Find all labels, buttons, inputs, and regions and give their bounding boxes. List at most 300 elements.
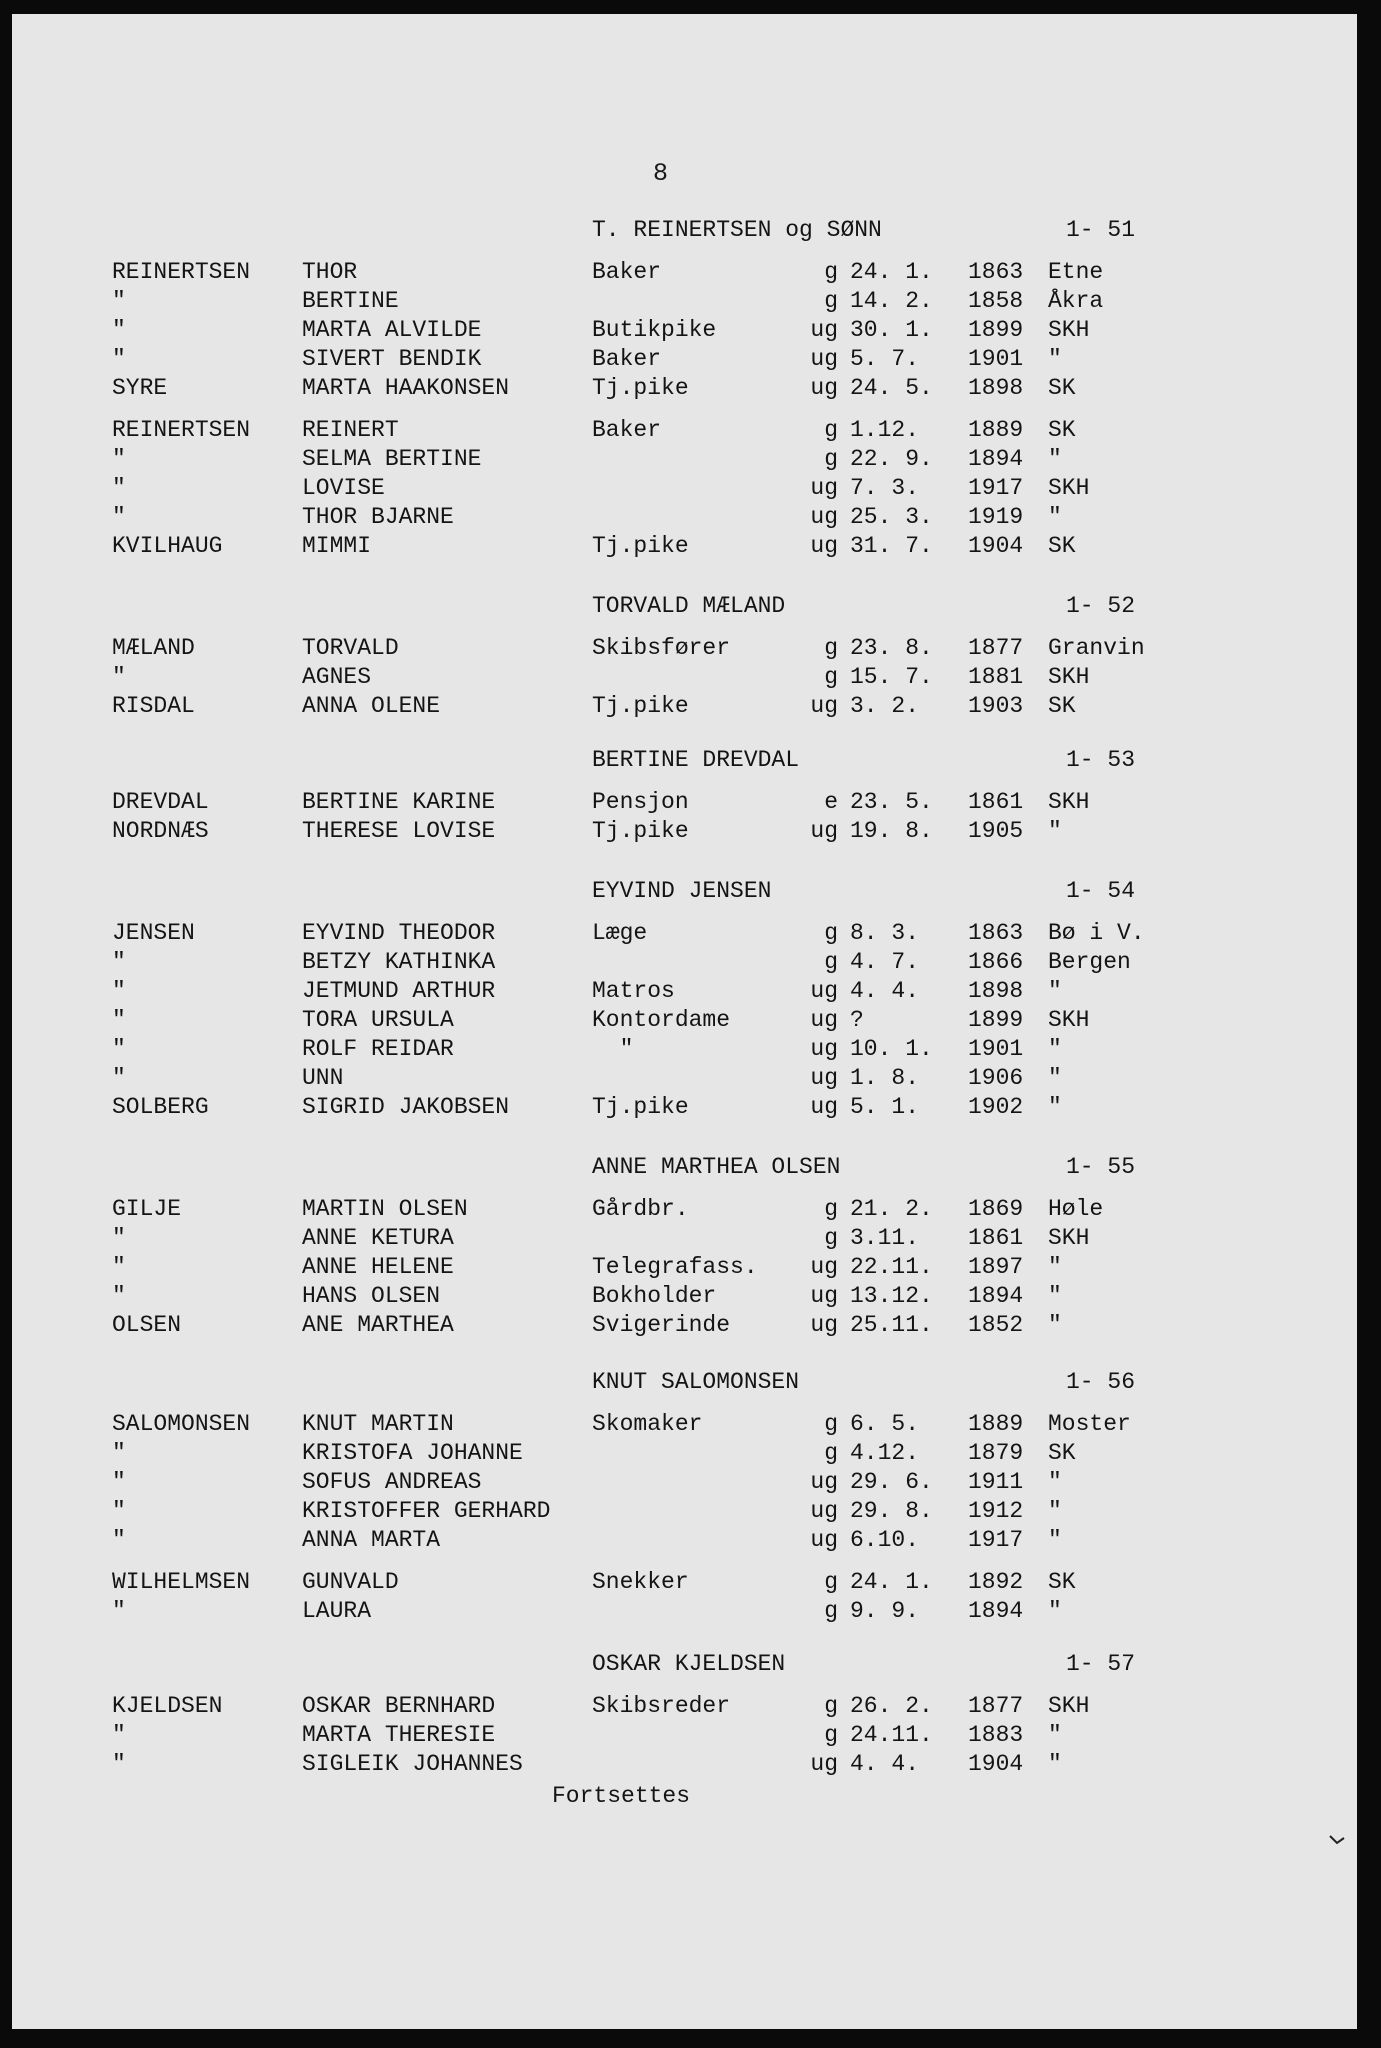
birth-year: 1877 xyxy=(968,1693,1024,1719)
occupation: Pensjon xyxy=(592,789,689,815)
household-header xyxy=(0,746,1381,774)
surname: " xyxy=(112,1498,126,1524)
birth-place: SKH xyxy=(1048,317,1090,343)
birth-year: 1899 xyxy=(968,1007,1024,1033)
given-name: OSKAR BERNHARD xyxy=(302,1693,496,1719)
marital-status: g xyxy=(824,949,838,975)
person-row xyxy=(0,1439,1381,1467)
surname: MÆLAND xyxy=(112,635,195,661)
birth-year: 1897 xyxy=(968,1254,1024,1280)
person-row xyxy=(0,503,1381,531)
marital-status: g xyxy=(824,259,838,285)
birth-date: 1.12. xyxy=(850,417,920,443)
surname: " xyxy=(112,1722,126,1748)
occupation: Tj.pike xyxy=(592,375,689,401)
person-row xyxy=(0,1410,1381,1438)
birth-year: 1906 xyxy=(968,1065,1024,1091)
given-name: MARTIN OLSEN xyxy=(302,1196,468,1222)
birth-date: 6.10. xyxy=(850,1527,920,1553)
birth-place: Høle xyxy=(1048,1196,1104,1222)
surname: OLSEN xyxy=(112,1312,182,1338)
person-row xyxy=(0,345,1381,373)
birth-place: " xyxy=(1048,346,1062,372)
birth-place: SK xyxy=(1048,1440,1076,1466)
birth-date: 23. 5. xyxy=(850,789,933,815)
marital-status: ug xyxy=(810,504,838,530)
marital-status: ug xyxy=(810,1751,838,1777)
surname: KJELDSEN xyxy=(112,1693,223,1719)
birth-year: 1898 xyxy=(968,978,1024,1004)
surname: WILHELMSEN xyxy=(112,1569,251,1595)
birth-date: 4. 4. xyxy=(850,978,920,1004)
household-title: TORVALD MÆLAND xyxy=(592,593,786,619)
birth-place: SKH xyxy=(1048,789,1090,815)
person-row xyxy=(0,1093,1381,1121)
marital-status: ug xyxy=(810,1469,838,1495)
birth-year: 1919 xyxy=(968,504,1024,530)
birth-date: 24.11. xyxy=(850,1722,933,1748)
birth-place: Moster xyxy=(1048,1411,1131,1437)
occupation: Bokholder xyxy=(592,1283,717,1309)
given-name: MIMMI xyxy=(302,533,372,559)
birth-date: 23. 8. xyxy=(850,635,933,661)
birth-place: " xyxy=(1048,1527,1062,1553)
birth-date: 8. 3. xyxy=(850,920,920,946)
marital-status: ug xyxy=(810,475,838,501)
marital-status: ug xyxy=(810,317,838,343)
person-row xyxy=(0,1006,1381,1034)
given-name: ANNA MARTA xyxy=(302,1527,441,1553)
birth-date: 5. 7. xyxy=(850,346,920,372)
surname: SYRE xyxy=(112,375,168,401)
surname: " xyxy=(112,475,126,501)
given-name: EYVIND THEODOR xyxy=(302,920,496,946)
marital-status: g xyxy=(824,920,838,946)
given-name: BERTINE xyxy=(302,288,399,314)
birth-date: 19. 8. xyxy=(850,818,933,844)
birth-place: " xyxy=(1048,1254,1062,1280)
birth-date: 3.11. xyxy=(850,1225,920,1251)
birth-year: 1861 xyxy=(968,1225,1024,1251)
occupation: Baker xyxy=(592,417,662,443)
household-code: 1- 55 xyxy=(1066,1154,1136,1180)
continued-label: Fortsettes xyxy=(552,1783,691,1809)
marital-status: ug xyxy=(810,978,838,1004)
birth-year: 1898 xyxy=(968,375,1024,401)
occupation: Matros xyxy=(592,978,675,1004)
birth-date: 4. 7. xyxy=(850,949,920,975)
birth-year: 1863 xyxy=(968,920,1024,946)
birth-place: " xyxy=(1048,504,1062,530)
birth-place: SKH xyxy=(1048,664,1090,690)
household-code: 1- 51 xyxy=(1066,217,1136,243)
given-name: REINERT xyxy=(302,417,399,443)
birth-year: 1901 xyxy=(968,1036,1024,1062)
occupation: Telegrafass. xyxy=(592,1254,758,1280)
occupation: " xyxy=(592,1036,634,1062)
given-name: ROLF REIDAR xyxy=(302,1036,454,1062)
person-row xyxy=(0,692,1381,720)
surname: KVILHAUG xyxy=(112,533,223,559)
occupation: Snekker xyxy=(592,1569,689,1595)
occupation: Tj.pike xyxy=(592,693,689,719)
birth-date: 26. 2. xyxy=(850,1693,933,1719)
person-row xyxy=(0,1311,1381,1339)
birth-place: SK xyxy=(1048,417,1076,443)
marital-status: g xyxy=(824,1225,838,1251)
birth-year: 1858 xyxy=(968,288,1024,314)
surname: " xyxy=(112,1440,126,1466)
marital-status: ug xyxy=(810,1498,838,1524)
birth-place: SK xyxy=(1048,693,1076,719)
given-name: SOFUS ANDREAS xyxy=(302,1469,482,1495)
person-row xyxy=(0,788,1381,816)
marital-status: ug xyxy=(810,346,838,372)
surname: " xyxy=(112,664,126,690)
given-name: THERESE LOVISE xyxy=(302,818,496,844)
birth-date: 6. 5. xyxy=(850,1411,920,1437)
surname: " xyxy=(112,1036,126,1062)
birth-place: " xyxy=(1048,446,1062,472)
birth-date: 31. 7. xyxy=(850,533,933,559)
birth-date: 10. 1. xyxy=(850,1036,933,1062)
surname: " xyxy=(112,1007,126,1033)
marital-status: ug xyxy=(810,1254,838,1280)
marital-status: g xyxy=(824,1196,838,1222)
given-name: ANNE HELENE xyxy=(302,1254,454,1280)
birth-date: 24. 1. xyxy=(850,1569,933,1595)
birth-year: 1901 xyxy=(968,346,1024,372)
given-name: TORA URSULA xyxy=(302,1007,454,1033)
birth-date: 5. 1. xyxy=(850,1094,920,1120)
person-row xyxy=(0,817,1381,845)
birth-place: SK xyxy=(1048,1569,1076,1595)
household-code: 1- 52 xyxy=(1066,593,1136,619)
surname: " xyxy=(112,949,126,975)
surname: SALOMONSEN xyxy=(112,1411,251,1437)
birth-year: 1904 xyxy=(968,1751,1024,1777)
household-code: 1- 54 xyxy=(1066,878,1136,904)
birth-place: SKH xyxy=(1048,1693,1090,1719)
household-header xyxy=(0,1368,1381,1396)
birth-place: Granvin xyxy=(1048,635,1145,661)
birth-date: 30. 1. xyxy=(850,317,933,343)
household-header xyxy=(0,1650,1381,1678)
birth-place: SK xyxy=(1048,375,1076,401)
birth-place: SK xyxy=(1048,533,1076,559)
person-row xyxy=(0,287,1381,315)
surname: " xyxy=(112,1065,126,1091)
occupation: Butikpike xyxy=(592,317,717,343)
surname: " xyxy=(112,1598,126,1624)
birth-year: 1881 xyxy=(968,664,1024,690)
pen-mark-icon xyxy=(1328,1834,1346,1846)
birth-year: 1892 xyxy=(968,1569,1024,1595)
marital-status: ug xyxy=(810,1065,838,1091)
surname: GILJE xyxy=(112,1196,182,1222)
birth-date: 4. 4. xyxy=(850,1751,920,1777)
birth-year: 1917 xyxy=(968,475,1024,501)
person-row xyxy=(0,445,1381,473)
birth-date: 7. 3. xyxy=(850,475,920,501)
birth-year: 1902 xyxy=(968,1094,1024,1120)
occupation: Skomaker xyxy=(592,1411,703,1437)
person-row xyxy=(0,1497,1381,1525)
birth-place: " xyxy=(1048,1036,1062,1062)
surname: " xyxy=(112,978,126,1004)
person-row xyxy=(0,1568,1381,1596)
household-title: EYVIND JENSEN xyxy=(592,878,772,904)
marital-status: ug xyxy=(810,1007,838,1033)
person-row xyxy=(0,977,1381,1005)
birth-year: 1883 xyxy=(968,1722,1024,1748)
given-name: AGNES xyxy=(302,664,372,690)
surname: RISDAL xyxy=(112,693,195,719)
given-name: MARTA HAAKONSEN xyxy=(302,375,510,401)
birth-year: 1899 xyxy=(968,317,1024,343)
birth-year: 1863 xyxy=(968,259,1024,285)
surname: REINERTSEN xyxy=(112,417,251,443)
surname: REINERTSEN xyxy=(112,259,251,285)
birth-place: " xyxy=(1048,1469,1062,1495)
person-row xyxy=(0,948,1381,976)
household-header xyxy=(0,1153,1381,1181)
person-row xyxy=(0,532,1381,560)
birth-place: SKH xyxy=(1048,1007,1090,1033)
birth-place: SKH xyxy=(1048,1225,1090,1251)
given-name: MARTA ALVILDE xyxy=(302,317,482,343)
surname: " xyxy=(112,288,126,314)
birth-year: 1905 xyxy=(968,818,1024,844)
marital-status: ug xyxy=(810,1036,838,1062)
birth-place: SKH xyxy=(1048,475,1090,501)
given-name: BETZY KATHINKA xyxy=(302,949,496,975)
birth-date: 22.11. xyxy=(850,1254,933,1280)
marital-status: g xyxy=(824,664,838,690)
birth-place: " xyxy=(1048,1312,1062,1338)
given-name: ANNE KETURA xyxy=(302,1225,454,1251)
person-row xyxy=(0,1282,1381,1310)
occupation: Baker xyxy=(592,346,662,372)
marital-status: g xyxy=(824,417,838,443)
person-row xyxy=(0,1064,1381,1092)
birth-year: 1866 xyxy=(968,949,1024,975)
marital-status: ug xyxy=(810,693,838,719)
birth-year: 1912 xyxy=(968,1498,1024,1524)
birth-year: 1889 xyxy=(968,417,1024,443)
person-row xyxy=(0,474,1381,502)
birth-year: 1894 xyxy=(968,1283,1024,1309)
person-row xyxy=(0,919,1381,947)
person-row xyxy=(0,316,1381,344)
birth-place: Etne xyxy=(1048,259,1104,285)
occupation: Tj.pike xyxy=(592,533,689,559)
birth-place: Bø i V. xyxy=(1048,920,1145,946)
occupation: Tj.pike xyxy=(592,818,689,844)
birth-date: 14. 2. xyxy=(850,288,933,314)
given-name: ANE MARTHEA xyxy=(302,1312,454,1338)
occupation: Skibsfører xyxy=(592,635,731,661)
occupation: Svigerinde xyxy=(592,1312,731,1338)
person-row xyxy=(0,1597,1381,1625)
surname: " xyxy=(112,317,126,343)
page-number: 8 xyxy=(653,159,670,188)
person-row xyxy=(0,634,1381,662)
marital-status: g xyxy=(824,288,838,314)
birth-date: 29. 8. xyxy=(850,1498,933,1524)
given-name: KRISTOFA JOHANNE xyxy=(302,1440,523,1466)
birth-year: 1904 xyxy=(968,533,1024,559)
birth-date: 24. 1. xyxy=(850,259,933,285)
occupation: Baker xyxy=(592,259,662,285)
marital-status: g xyxy=(824,635,838,661)
given-name: GUNVALD xyxy=(302,1569,399,1595)
surname: " xyxy=(112,346,126,372)
marital-status: ug xyxy=(810,1094,838,1120)
occupation: Kontordame xyxy=(592,1007,731,1033)
given-name: KRISTOFFER GERHARD xyxy=(302,1498,551,1524)
person-row xyxy=(0,1692,1381,1720)
household-title: T. REINERTSEN og SØNN xyxy=(592,217,882,243)
occupation: Læge xyxy=(592,920,648,946)
birth-year: 1917 xyxy=(968,1527,1024,1553)
birth-date: 21. 2. xyxy=(850,1196,933,1222)
household-header xyxy=(0,592,1381,620)
birth-place: " xyxy=(1048,1283,1062,1309)
birth-date: 15. 7. xyxy=(850,664,933,690)
surname: JENSEN xyxy=(112,920,195,946)
given-name: SIGRID JAKOBSEN xyxy=(302,1094,510,1120)
given-name: THOR BJARNE xyxy=(302,504,454,530)
given-name: LAURA xyxy=(302,1598,372,1624)
person-row xyxy=(0,1253,1381,1281)
given-name: LOVISE xyxy=(302,475,385,501)
surname: NORDNÆS xyxy=(112,818,209,844)
marital-status: g xyxy=(824,1598,838,1624)
birth-place: Bergen xyxy=(1048,949,1131,975)
surname: " xyxy=(112,1225,126,1251)
surname: SOLBERG xyxy=(112,1094,209,1120)
birth-date: 13.12. xyxy=(850,1283,933,1309)
birth-place: " xyxy=(1048,1598,1062,1624)
marital-status: ug xyxy=(810,533,838,559)
person-row xyxy=(0,1035,1381,1063)
birth-date: 29. 6. xyxy=(850,1469,933,1495)
household-title: ANNE MARTHEA OLSEN xyxy=(592,1154,841,1180)
birth-place: " xyxy=(1048,1065,1062,1091)
person-row xyxy=(0,663,1381,691)
person-row xyxy=(0,1721,1381,1749)
birth-date: 22. 9. xyxy=(850,446,933,472)
household-header xyxy=(0,877,1381,905)
marital-status: g xyxy=(824,1569,838,1595)
marital-status: ug xyxy=(810,1527,838,1553)
household-code: 1- 57 xyxy=(1066,1651,1136,1677)
birth-date: 9. 9. xyxy=(850,1598,920,1624)
given-name: KNUT MARTIN xyxy=(302,1411,454,1437)
birth-year: 1903 xyxy=(968,693,1024,719)
given-name: HANS OLSEN xyxy=(302,1283,441,1309)
surname: " xyxy=(112,1283,126,1309)
given-name: SIVERT BENDIK xyxy=(302,346,482,372)
birth-year: 1894 xyxy=(968,1598,1024,1624)
occupation: Tj.pike xyxy=(592,1094,689,1120)
surname: " xyxy=(112,504,126,530)
given-name: SIGLEIK JOHANNES xyxy=(302,1751,523,1777)
given-name: ANNA OLENE xyxy=(302,693,441,719)
given-name: MARTA THERESIE xyxy=(302,1722,496,1748)
household-code: 1- 53 xyxy=(1066,747,1136,773)
birth-year: 1861 xyxy=(968,789,1024,815)
occupation: Gårdbr. xyxy=(592,1196,689,1222)
birth-date: 1. 8. xyxy=(850,1065,920,1091)
marital-status: g xyxy=(824,1722,838,1748)
person-row xyxy=(0,1224,1381,1252)
marital-status: ug xyxy=(810,1312,838,1338)
birth-place: " xyxy=(1048,1751,1062,1777)
surname: DREVDAL xyxy=(112,789,209,815)
birth-place: " xyxy=(1048,1094,1062,1120)
marital-status: ug xyxy=(810,375,838,401)
marital-status: ug xyxy=(810,1283,838,1309)
person-row xyxy=(0,374,1381,402)
birth-date: 24. 5. xyxy=(850,375,933,401)
birth-year: 1889 xyxy=(968,1411,1024,1437)
person-row xyxy=(0,1468,1381,1496)
marital-status: ug xyxy=(810,818,838,844)
household-header xyxy=(0,216,1381,244)
birth-place: " xyxy=(1048,1498,1062,1524)
birth-date: ? xyxy=(850,1007,864,1033)
birth-year: 1879 xyxy=(968,1440,1024,1466)
surname: " xyxy=(112,446,126,472)
birth-year: 1869 xyxy=(968,1196,1024,1222)
person-row xyxy=(0,258,1381,286)
birth-place: " xyxy=(1048,818,1062,844)
household-title: KNUT SALOMONSEN xyxy=(592,1369,800,1395)
birth-year: 1894 xyxy=(968,446,1024,472)
given-name: BERTINE KARINE xyxy=(302,789,496,815)
birth-date: 25. 3. xyxy=(850,504,933,530)
person-row xyxy=(0,1195,1381,1223)
household-title: BERTINE DREVDAL xyxy=(592,747,800,773)
surname: " xyxy=(112,1469,126,1495)
household-code: 1- 56 xyxy=(1066,1369,1136,1395)
surname: " xyxy=(112,1254,126,1280)
surname: " xyxy=(112,1527,126,1553)
person-row xyxy=(0,1526,1381,1554)
given-name: SELMA BERTINE xyxy=(302,446,482,472)
person-row xyxy=(0,1750,1381,1778)
household-title: OSKAR KJELDSEN xyxy=(592,1651,786,1677)
marital-status: g xyxy=(824,1440,838,1466)
given-name: TORVALD xyxy=(302,635,399,661)
occupation: Skibsreder xyxy=(592,1693,731,1719)
birth-place: Åkra xyxy=(1048,288,1104,314)
birth-date: 3. 2. xyxy=(850,693,920,719)
person-row xyxy=(0,416,1381,444)
birth-year: 1911 xyxy=(968,1469,1024,1495)
birth-place: " xyxy=(1048,1722,1062,1748)
marital-status: g xyxy=(824,1411,838,1437)
marital-status: e xyxy=(824,789,838,815)
birth-date: 4.12. xyxy=(850,1440,920,1466)
given-name: THOR xyxy=(302,259,358,285)
marital-status: g xyxy=(824,1693,838,1719)
given-name: JETMUND ARTHUR xyxy=(302,978,496,1004)
marital-status: g xyxy=(824,446,838,472)
birth-year: 1852 xyxy=(968,1312,1024,1338)
